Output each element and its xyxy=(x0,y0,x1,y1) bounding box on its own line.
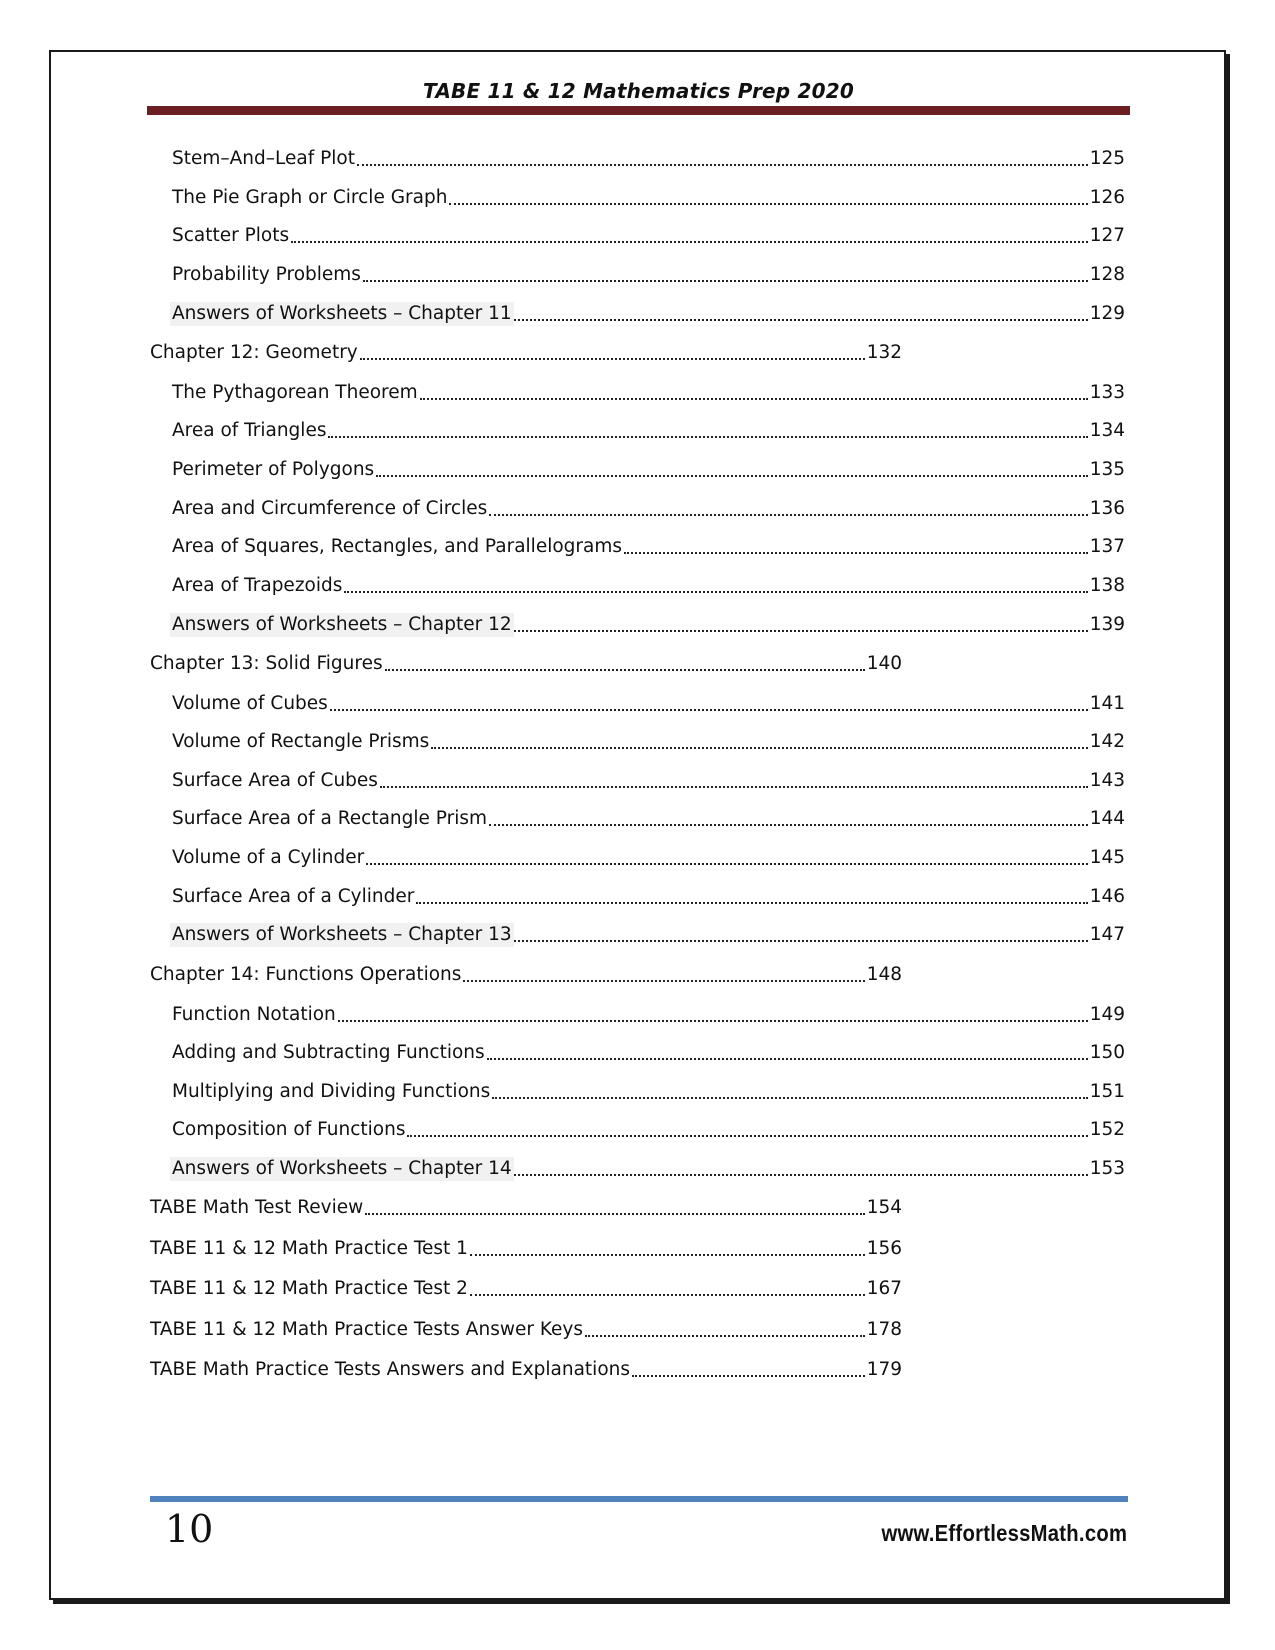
toc-entry-page: 145 xyxy=(1089,847,1125,868)
footer-page-number: 10 xyxy=(165,1507,214,1551)
toc-entry-label: Volume of a Cylinder xyxy=(172,847,365,868)
toc-entry-page: 135 xyxy=(1089,459,1125,480)
toc-dot-leader xyxy=(385,652,865,676)
toc-dot-leader xyxy=(363,263,1088,287)
toc-entry[interactable] xyxy=(172,763,1125,793)
toc-chapter-entry[interactable] xyxy=(150,1231,902,1261)
toc-entry-label: Answers of Worksheets – Chapter 13 xyxy=(172,924,512,945)
toc-entry[interactable] xyxy=(172,296,1125,326)
toc-entry-page: 149 xyxy=(1089,1004,1125,1025)
toc-entry[interactable] xyxy=(172,997,1125,1027)
header-title: TABE 11 & 12 Mathematics Prep 2020 xyxy=(423,79,854,103)
toc-entry-page: 128 xyxy=(1089,264,1125,285)
toc-entry-page: 133 xyxy=(1089,382,1125,403)
toc-entry[interactable] xyxy=(172,686,1125,716)
toc-entry-label: Function Notation xyxy=(172,1004,336,1025)
toc-dot-leader xyxy=(420,381,1088,405)
toc-entry-label: TABE 11 & 12 Math Practice Test 2 xyxy=(150,1278,468,1299)
toc-entry-label: Probability Problems xyxy=(172,264,361,285)
toc-entry-page: 147 xyxy=(1089,924,1125,945)
toc-entry-page: 178 xyxy=(866,1319,902,1340)
toc-entry[interactable] xyxy=(172,491,1125,521)
toc-dot-leader xyxy=(632,1358,865,1382)
toc-entry-page: 146 xyxy=(1089,886,1125,907)
toc-dot-leader xyxy=(489,807,1088,831)
toc-dot-leader xyxy=(328,419,1087,443)
toc-entry-label: Chapter 12: Geometry xyxy=(150,342,358,363)
toc-dot-leader xyxy=(514,1157,1088,1181)
toc-entry-page: 127 xyxy=(1089,225,1125,246)
footer-rule xyxy=(150,1496,1128,1502)
toc-entry[interactable] xyxy=(172,529,1125,559)
toc-entry-label: Area and Circumference of Circles xyxy=(172,498,488,519)
toc-entry[interactable] xyxy=(172,452,1125,482)
toc-entry-label: Area of Trapezoids xyxy=(172,575,343,596)
toc-dot-leader xyxy=(291,224,1088,248)
toc-entry-label: Composition of Functions xyxy=(172,1119,406,1140)
toc-entry-page: 144 xyxy=(1089,808,1125,829)
toc-entry-page: 142 xyxy=(1089,731,1125,752)
toc-entry-label: Area of Triangles xyxy=(172,420,327,441)
toc-entry[interactable] xyxy=(172,1035,1125,1065)
header-rule xyxy=(147,106,1130,115)
toc-entry-page: 134 xyxy=(1089,420,1125,441)
toc-entry-label: TABE Math Test Review xyxy=(150,1197,364,1218)
toc-entry-label: TABE 11 & 12 Math Practice Tests Answer Keys xyxy=(150,1319,584,1340)
toc-entry-label: TABE 11 & 12 Math Practice Test 1 xyxy=(150,1238,468,1259)
toc-entry-page: 132 xyxy=(866,342,902,363)
toc-entry-page: 153 xyxy=(1089,1158,1125,1179)
toc-entry-label: Surface Area of Cubes xyxy=(172,770,378,791)
toc-entry-page: 139 xyxy=(1089,614,1125,635)
toc-chapter-entry[interactable] xyxy=(150,1352,902,1382)
toc-entry-label: Volume of Cubes xyxy=(172,693,328,714)
toc-entry-page: 129 xyxy=(1089,303,1125,324)
toc-dot-leader xyxy=(487,1041,1088,1065)
toc-dot-leader xyxy=(514,302,1088,326)
toc-dot-leader xyxy=(514,613,1088,637)
toc-entry-label: Answers of Worksheets – Chapter 12 xyxy=(172,614,512,635)
toc-entry-page: 156 xyxy=(866,1238,902,1259)
toc-entry-label: TABE Math Practice Tests Answers and Explanations xyxy=(150,1359,630,1380)
toc-entry-label: Surface Area of a Rectangle Prism xyxy=(172,808,488,829)
toc-dot-leader xyxy=(407,1118,1087,1142)
toc-chapter-entry[interactable] xyxy=(150,957,902,987)
toc-dot-leader xyxy=(360,341,865,365)
toc-entry-page: 143 xyxy=(1089,770,1125,791)
toc-entry-page: 167 xyxy=(866,1278,902,1299)
toc-entry[interactable] xyxy=(172,1151,1125,1181)
toc-entry-label: The Pie Graph or Circle Graph xyxy=(172,187,448,208)
toc-entry-page: 179 xyxy=(866,1359,902,1380)
toc-dot-leader xyxy=(492,1080,1087,1104)
toc-chapter-entry[interactable] xyxy=(150,1190,902,1220)
toc-dot-leader xyxy=(489,497,1087,521)
toc-dot-leader xyxy=(366,846,1087,870)
toc-chapter-entry[interactable] xyxy=(150,335,902,365)
toc-dot-leader xyxy=(514,923,1088,947)
toc-entry-label: Adding and Subtracting Functions xyxy=(172,1042,485,1063)
toc-entry[interactable] xyxy=(172,141,1125,171)
toc-dot-leader xyxy=(330,692,1088,716)
toc-entry-page: 151 xyxy=(1089,1081,1125,1102)
toc-entry[interactable] xyxy=(172,568,1125,598)
toc-entry-page: 140 xyxy=(866,653,902,674)
toc-entry[interactable] xyxy=(172,180,1125,210)
footer-website: www.EffortlessMath.com xyxy=(881,1520,1127,1546)
toc-entry-label: Chapter 13: Solid Figures xyxy=(150,653,383,674)
toc-dot-leader xyxy=(338,1003,1088,1027)
toc-entry[interactable] xyxy=(172,257,1125,287)
toc-entry-page: 126 xyxy=(1089,187,1125,208)
toc-entry[interactable] xyxy=(172,218,1125,248)
toc-entry-label: The Pythagorean Theorem xyxy=(172,382,418,403)
toc-entry-label: Chapter 14: Functions Operations xyxy=(150,964,462,985)
toc-dot-leader xyxy=(470,1237,865,1261)
toc-entry-label: Multiplying and Dividing Functions xyxy=(172,1081,491,1102)
toc-chapter-entry[interactable] xyxy=(150,646,902,676)
toc-dot-leader xyxy=(357,147,1088,171)
toc-dot-leader xyxy=(376,458,1087,482)
toc-chapter-entry[interactable] xyxy=(150,1271,902,1301)
toc-entry-page: 137 xyxy=(1089,536,1125,557)
toc-entry-label: Answers of Worksheets – Chapter 11 xyxy=(172,303,512,324)
toc-dot-leader xyxy=(585,1318,865,1342)
toc-entry-label: Stem–And–Leaf Plot xyxy=(172,148,355,169)
toc-entry[interactable] xyxy=(172,917,1125,947)
toc-entry-label: Answers of Worksheets – Chapter 14 xyxy=(172,1158,512,1179)
toc-entry-label: Perimeter of Polygons xyxy=(172,459,375,480)
toc-entry-label: Surface Area of a Cylinder xyxy=(172,886,415,907)
toc-entry-label: Scatter Plots xyxy=(172,225,290,246)
toc-entry-page: 152 xyxy=(1089,1119,1125,1140)
toc-entry-page: 138 xyxy=(1089,575,1125,596)
toc-dot-leader xyxy=(431,730,1087,754)
toc-dot-leader xyxy=(449,186,1087,210)
toc-entry[interactable] xyxy=(172,724,1125,754)
toc-entry-page: 148 xyxy=(866,964,902,985)
toc-entry[interactable] xyxy=(172,375,1125,405)
toc-dot-leader xyxy=(624,535,1088,559)
toc-entry[interactable] xyxy=(172,413,1125,443)
toc-entry-page: 125 xyxy=(1089,148,1125,169)
toc-dot-leader xyxy=(470,1277,865,1301)
toc-entry[interactable] xyxy=(172,607,1125,637)
toc-entry-page: 136 xyxy=(1089,498,1125,519)
toc-dot-leader xyxy=(416,885,1087,909)
toc-entry-label: Volume of Rectangle Prisms xyxy=(172,731,430,752)
toc-dot-leader xyxy=(365,1196,864,1220)
toc-chapter-entry[interactable] xyxy=(150,1312,902,1342)
toc-dot-leader xyxy=(380,769,1088,793)
toc-entry[interactable] xyxy=(172,1112,1125,1142)
toc-entry[interactable] xyxy=(172,879,1125,909)
toc-entry-page: 150 xyxy=(1089,1042,1125,1063)
toc-dot-leader xyxy=(344,574,1087,598)
toc-entry[interactable] xyxy=(172,801,1125,831)
toc-entry[interactable] xyxy=(172,1074,1125,1104)
toc-entry-label: Area of Squares, Rectangles, and Parallelograms xyxy=(172,536,623,557)
toc-dot-leader xyxy=(463,963,864,987)
toc-entry[interactable] xyxy=(172,840,1125,870)
toc-entry-page: 141 xyxy=(1089,693,1125,714)
toc-entry-page: 154 xyxy=(866,1197,902,1218)
